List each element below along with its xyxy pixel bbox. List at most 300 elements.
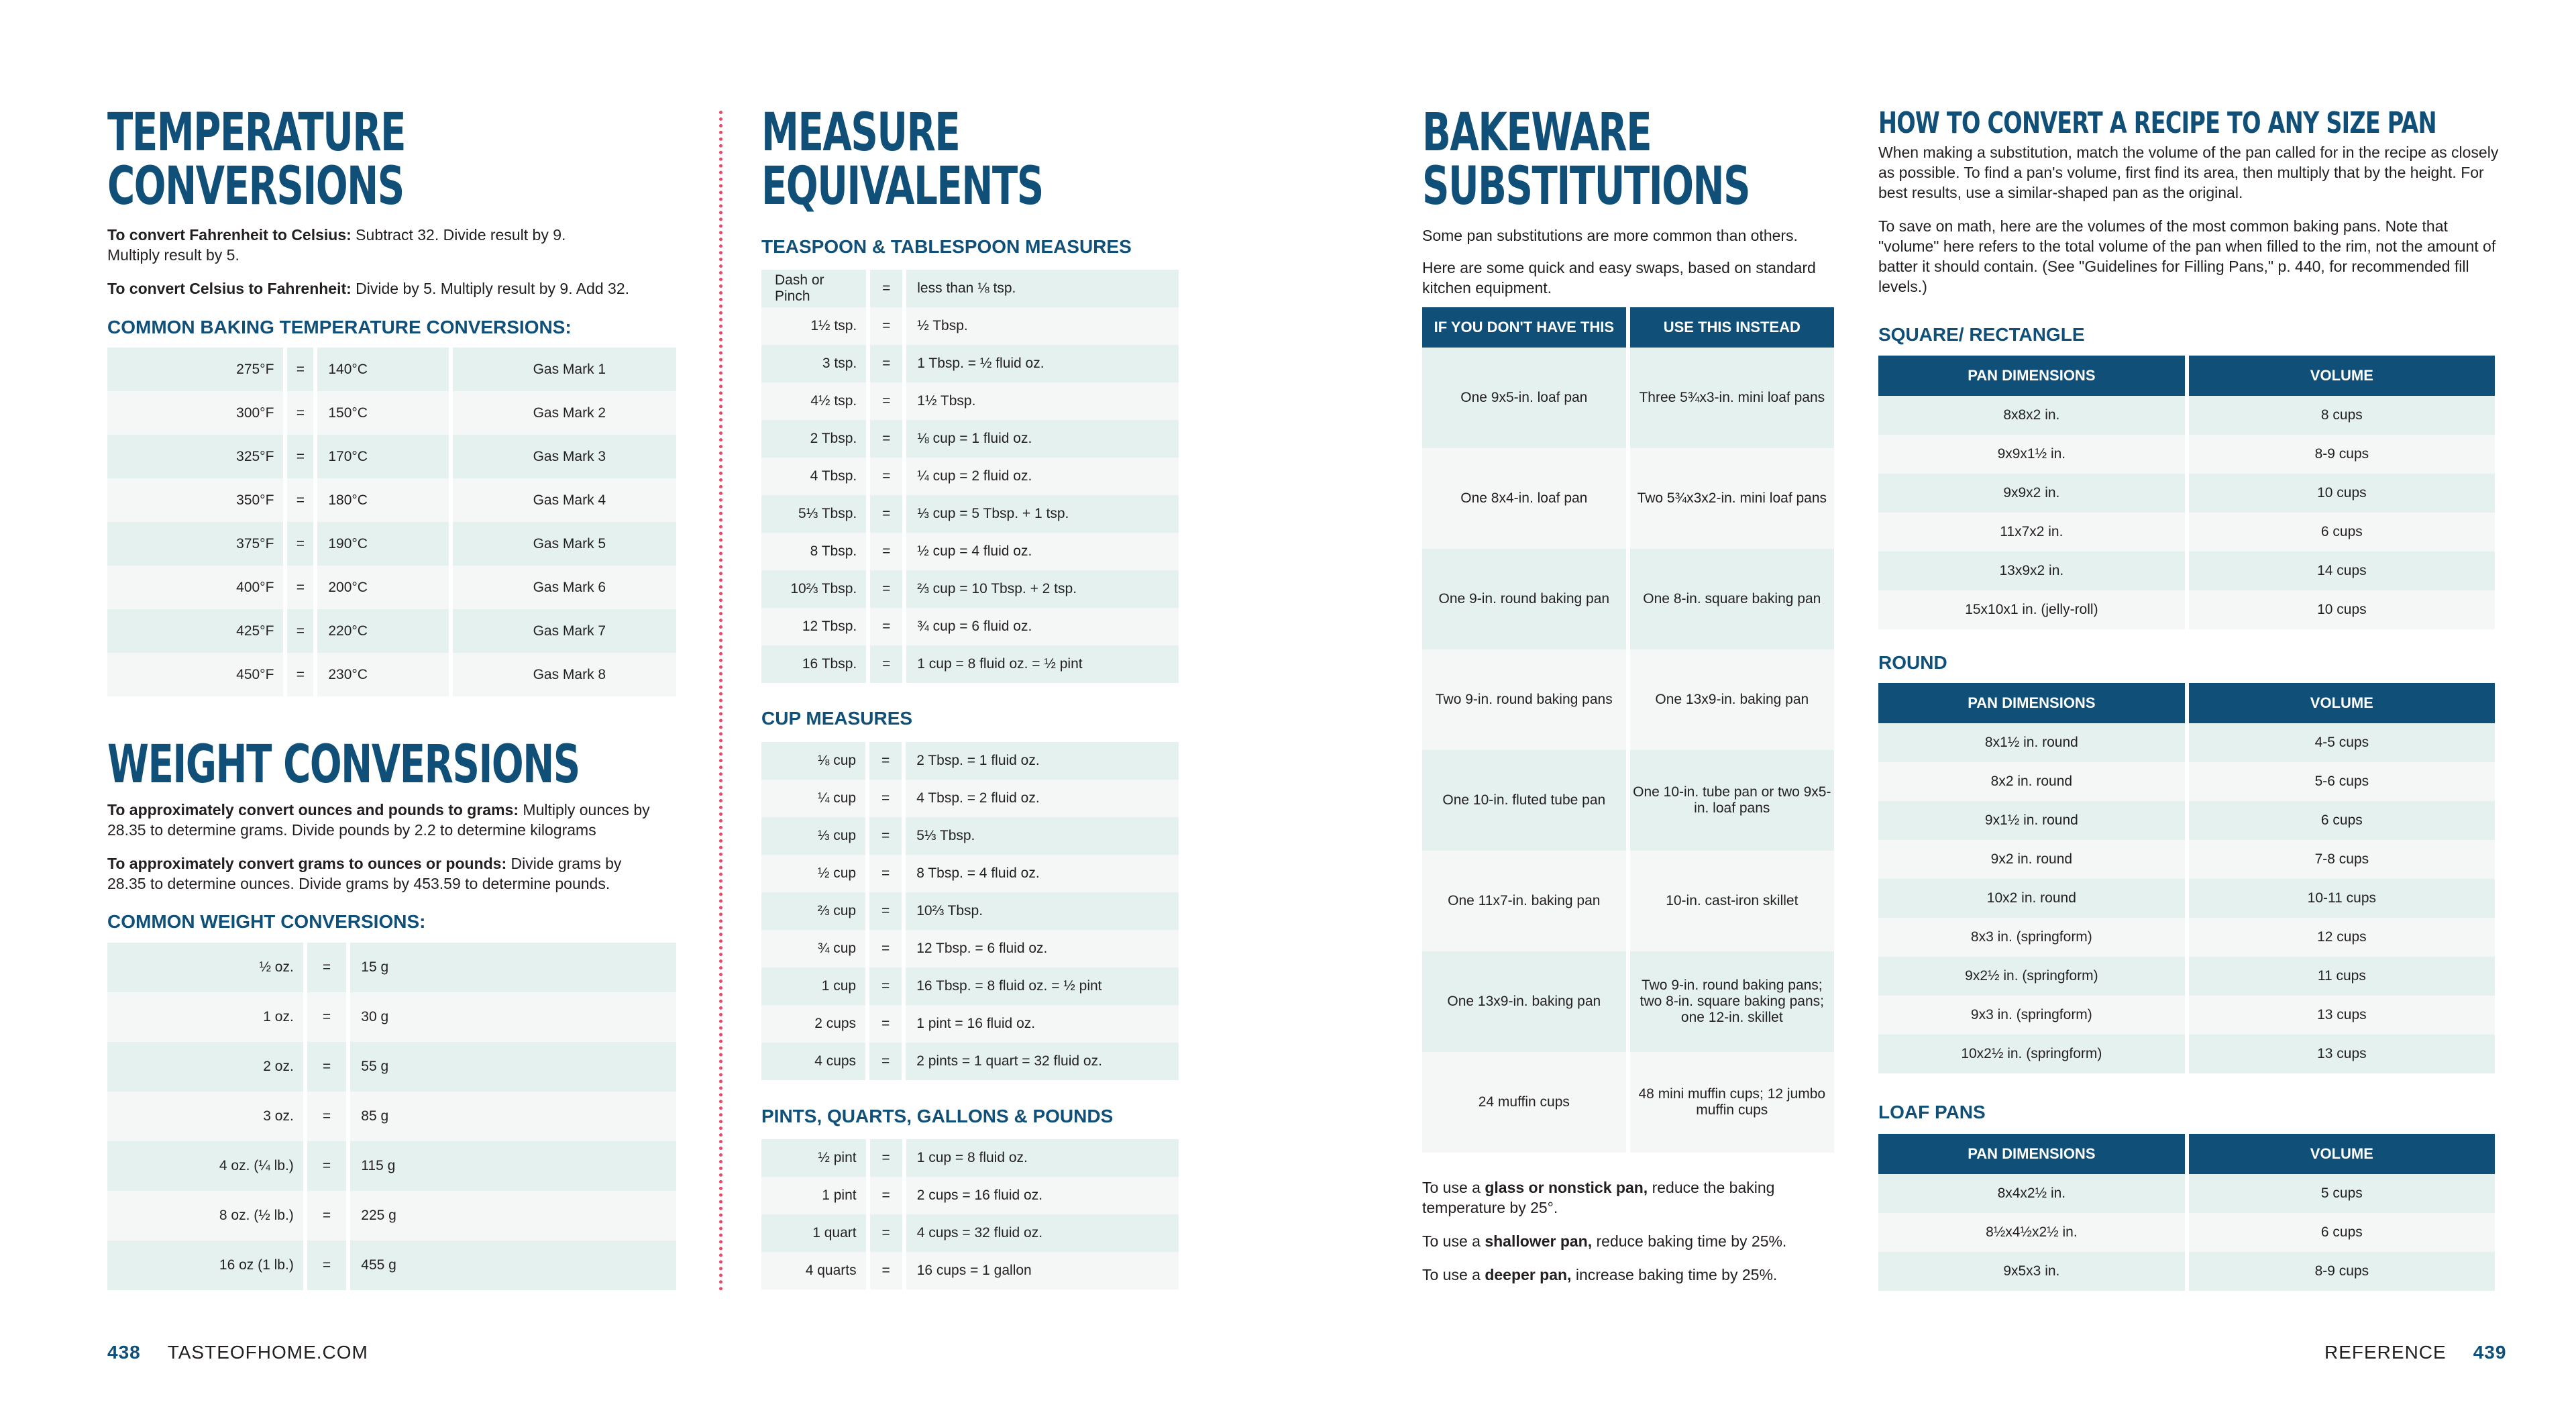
equals-cell: =: [307, 992, 346, 1042]
fahrenheit-cell: 375°F: [107, 522, 283, 566]
have-cell: One 10-in. fluted tube pan: [1422, 750, 1626, 851]
f-to-c-text: Subtract 32. Divide result by 9. Multiply result by 5.: [107, 226, 566, 264]
equivalent-cell: 5⅓ Tbsp.: [906, 817, 1179, 855]
c-to-f-label: To convert Celsius to Fahrenheit:: [107, 280, 352, 297]
equivalent-cell: 1½ Tbsp.: [906, 382, 1179, 420]
right-footer: [2324, 1342, 2506, 1363]
pint-heading: PINTS, QUARTS, GALLONS & POUNDS: [761, 1106, 1114, 1126]
loaf-col-vol: VOLUME: [2189, 1134, 2495, 1174]
equals-cell: =: [870, 645, 902, 683]
table-row: [761, 780, 1179, 817]
gas-mark-cell: Gas Mark 4: [453, 478, 676, 522]
table-row: [761, 855, 1179, 892]
oz-to-g-label: To approximately convert ounces and pounds to grams:: [107, 801, 519, 819]
equals-cell: =: [870, 1177, 902, 1214]
equivalent-cell: ¾ cup = 6 fluid oz.: [906, 608, 1179, 645]
pan-dimension-cell: 10x2 in. round: [1878, 879, 2185, 918]
gas-mark-cell: Gas Mark 6: [453, 566, 676, 609]
volume-cell: 8-9 cups: [2189, 1252, 2495, 1291]
celsius-cell: 180°C: [317, 478, 448, 522]
table-row: [761, 495, 1179, 533]
c-to-f-text: Divide by 5. Multiply result by 9. Add 32.: [351, 280, 629, 297]
pan-dimension-cell: 9x9x2 in.: [1878, 474, 2185, 513]
fahrenheit-cell: 300°F: [107, 391, 283, 435]
tip-deeper: [1422, 1265, 1838, 1285]
equals-cell: =: [307, 1241, 346, 1290]
table-row: [1878, 1213, 2495, 1252]
temperature-table-heading: COMMON BAKING TEMPERATURE CONVERSIONS:: [107, 317, 572, 337]
volume-cell: 11 cups: [2189, 957, 2495, 996]
pan-dimension-cell: 9x5x3 in.: [1878, 1252, 2185, 1291]
equivalent-cell: ½ Tbsp.: [906, 307, 1179, 345]
round-col-dim: PAN DIMENSIONS: [1878, 683, 2185, 723]
table-row: [761, 1214, 1179, 1252]
equivalent-cell: 1 pint = 16 fluid oz.: [906, 1005, 1179, 1043]
table-row: [107, 653, 676, 696]
equals-cell: =: [870, 1139, 902, 1177]
measure-cell: 4 Tbsp.: [761, 458, 866, 495]
pan-dimension-cell: 13x9x2 in.: [1878, 551, 2185, 590]
table-row: [761, 930, 1179, 967]
loaf-col-dim: PAN DIMENSIONS: [1878, 1134, 2185, 1174]
f-to-c-label: To convert Fahrenheit to Celsius:: [107, 226, 352, 244]
equals-cell: =: [287, 348, 313, 391]
table-row: [107, 1092, 676, 1141]
table-row: [107, 435, 676, 478]
table-row: [1878, 590, 2495, 629]
right-page-number: 439: [2473, 1342, 2507, 1363]
measure-cell: 5⅓ Tbsp.: [761, 495, 866, 533]
table-row: [761, 1252, 1179, 1289]
equivalent-cell: 1 cup = 8 fluid oz.: [906, 1139, 1179, 1177]
pint-table: [757, 1139, 1183, 1289]
gas-mark-cell: Gas Mark 3: [453, 435, 676, 478]
table-row: [107, 1191, 676, 1241]
equals-cell: =: [869, 817, 902, 855]
gas-mark-cell: Gas Mark 5: [453, 522, 676, 566]
fahrenheit-cell: 350°F: [107, 478, 283, 522]
tip-shallow-post: reduce baking time by 25%.: [1592, 1232, 1787, 1250]
volume-cell: 6 cups: [2189, 1213, 2495, 1252]
equivalent-cell: 4 cups = 32 fluid oz.: [906, 1214, 1179, 1252]
measure-cell: ⅓ cup: [761, 817, 865, 855]
measure-cell: 2 cups: [761, 1005, 865, 1043]
equals-cell: =: [287, 609, 313, 653]
equivalent-cell: 10⅔ Tbsp.: [906, 892, 1179, 930]
use-instead-cell: One 8-in. square baking pan: [1630, 549, 1834, 649]
convert-para-1: When making a substitution, match the volume of the pan called for in the recipe as closely as possible. To find a pan's volume, first find its area, then multiply that by the height. For best results, use a similar-shaped pan as the original.: [1878, 144, 2499, 201]
table-row: [107, 992, 676, 1042]
temperature-title-line1: TEMPERATURE: [107, 103, 406, 163]
loaf-table: [1874, 1134, 2499, 1291]
have-cell: One 8x4-in. loaf pan: [1422, 448, 1626, 549]
site-name: TASTEOFHOME.COM: [167, 1342, 368, 1363]
volume-cell: 8-9 cups: [2189, 435, 2495, 474]
equals-cell: =: [870, 420, 902, 458]
measure-cell: 4½ tsp.: [761, 382, 866, 420]
volume-cell: 13 cups: [2189, 996, 2495, 1035]
table-row: [761, 1177, 1179, 1214]
table-row: [107, 1241, 676, 1290]
table-row: [1422, 1052, 1834, 1153]
table-row: [1878, 513, 2495, 551]
table-row: [761, 382, 1179, 420]
fahrenheit-cell: 275°F: [107, 348, 283, 391]
volume-cell: 4-5 cups: [2189, 723, 2495, 762]
weight-title: WEIGHT CONVERSIONS: [107, 735, 580, 795]
ounce-cell: 4 oz. (¼ lb.): [107, 1141, 303, 1191]
tip-deeper-bold: deeper pan,: [1485, 1266, 1572, 1283]
equivalent-cell: 12 Tbsp. = 6 fluid oz.: [906, 930, 1179, 967]
equals-cell: =: [287, 391, 313, 435]
table-row: [107, 478, 676, 522]
col-have-header: IF YOU DON'T HAVE THIS: [1422, 307, 1626, 348]
celsius-cell: 220°C: [317, 609, 448, 653]
tip-deeper-pre: To use a: [1422, 1266, 1485, 1283]
table-row: [1422, 951, 1834, 1052]
table-row: [761, 458, 1179, 495]
measure-cell: 2 Tbsp.: [761, 420, 866, 458]
volume-cell: 7-8 cups: [2189, 840, 2495, 879]
equals-cell: =: [307, 943, 346, 992]
gas-mark-cell: Gas Mark 2: [453, 391, 676, 435]
pan-dimension-cell: 8x1½ in. round: [1878, 723, 2185, 762]
equals-cell: =: [307, 1092, 346, 1141]
c-to-f-paragraph: [107, 278, 644, 299]
equals-cell: =: [869, 1005, 902, 1043]
temperature-table: [103, 348, 680, 696]
square-col-dim: PAN DIMENSIONS: [1878, 356, 2185, 396]
gram-cell: 85 g: [350, 1092, 676, 1141]
left-footer: [107, 1342, 368, 1363]
measure-cell: ¼ cup: [761, 780, 865, 817]
equivalent-cell: 4 Tbsp. = 2 fluid oz.: [906, 780, 1179, 817]
equivalent-cell: 8 Tbsp. = 4 fluid oz.: [906, 855, 1179, 892]
measure-cell: 8 Tbsp.: [761, 533, 866, 570]
measure-cell: 1 pint: [761, 1177, 866, 1214]
round-table: [1874, 683, 2499, 1073]
table-row: [761, 570, 1179, 608]
ounce-cell: 3 oz.: [107, 1092, 303, 1141]
tip-deeper-post: increase baking time by 25%.: [1571, 1266, 1778, 1283]
section-name: REFERENCE: [2324, 1342, 2447, 1363]
cup-table: [757, 742, 1183, 1080]
round-col-vol: VOLUME: [2189, 683, 2495, 723]
oz-to-g-paragraph: [107, 800, 657, 840]
equivalent-cell: ¼ cup = 2 fluid oz.: [906, 458, 1179, 495]
table-row: [107, 609, 676, 653]
bakeware-intro-2: Here are some quick and easy swaps, based on standard kitchen equipment.: [1422, 259, 1816, 297]
tip-glass: [1422, 1177, 1838, 1218]
fahrenheit-cell: 425°F: [107, 609, 283, 653]
table-row: [1878, 396, 2495, 435]
use-instead-cell: One 13x9-in. baking pan: [1630, 649, 1834, 750]
equals-cell: =: [870, 1252, 902, 1289]
bakeware-intro-1: Some pan substitutions are more common than others.: [1422, 227, 1798, 244]
use-instead-cell: 48 mini muffin cups; 12 jumbo muffin cups: [1630, 1052, 1834, 1153]
weight-table: [103, 943, 680, 1290]
equals-cell: =: [869, 1043, 902, 1080]
use-instead-cell: One 10-in. tube pan or two 9x5-in. loaf pans: [1630, 750, 1834, 851]
celsius-cell: 230°C: [317, 653, 448, 696]
use-instead-cell: Two 5¾x3x2-in. mini loaf pans: [1630, 448, 1834, 549]
g-to-oz-paragraph: [107, 853, 657, 894]
pan-dimension-cell: 8½x4½x2½ in.: [1878, 1213, 2185, 1252]
celsius-cell: 170°C: [317, 435, 448, 478]
volume-cell: 6 cups: [2189, 513, 2495, 551]
equals-cell: =: [870, 533, 902, 570]
equivalent-cell: 2 cups = 16 fluid oz.: [906, 1177, 1179, 1214]
celsius-cell: 190°C: [317, 522, 448, 566]
equals-cell: =: [870, 307, 902, 345]
table-row: [1878, 840, 2495, 879]
gas-mark-cell: Gas Mark 1: [453, 348, 676, 391]
square-table: [1874, 356, 2499, 629]
table-row: [1878, 762, 2495, 801]
table-row: [1422, 649, 1834, 750]
equals-cell: =: [869, 855, 902, 892]
gas-mark-cell: Gas Mark 8: [453, 653, 676, 696]
equivalent-cell: 16 cups = 1 gallon: [906, 1252, 1179, 1289]
volume-cell: 10 cups: [2189, 474, 2495, 513]
temperature-title-line2: CONVERSIONS: [107, 156, 404, 217]
table-row: [1878, 723, 2495, 762]
gram-cell: 55 g: [350, 1042, 676, 1092]
ounce-cell: ½ oz.: [107, 943, 303, 992]
table-row: [761, 533, 1179, 570]
have-cell: One 13x9-in. baking pan: [1422, 951, 1626, 1052]
equivalent-cell: 16 Tbsp. = 8 fluid oz. = ½ pint: [906, 967, 1179, 1005]
equivalent-cell: ⅓ cup = 5 Tbsp. + 1 tsp.: [906, 495, 1179, 533]
measure-cell: ½ pint: [761, 1139, 866, 1177]
equals-cell: =: [287, 653, 313, 696]
measure-cell: 1½ tsp.: [761, 307, 866, 345]
celsius-cell: 200°C: [317, 566, 448, 609]
fahrenheit-cell: 400°F: [107, 566, 283, 609]
measure-cell: ⅔ cup: [761, 892, 865, 930]
table-row: [1878, 1252, 2495, 1291]
table-row: [761, 307, 1179, 345]
table-row: [107, 943, 676, 992]
weight-table-heading: COMMON WEIGHT CONVERSIONS:: [107, 911, 426, 932]
tip-glass-post: reduce the baking temperature by 25°.: [1422, 1179, 1775, 1216]
bakeware-title-line1: BAKEWARE: [1422, 103, 1652, 163]
gram-cell: 15 g: [350, 943, 676, 992]
volume-cell: 5-6 cups: [2189, 762, 2495, 801]
pan-dimension-cell: 9x9x1½ in.: [1878, 435, 2185, 474]
g-to-oz-text: Divide grams by 28.35 to determine ounces. Divide grams by 453.59 to determine pounds.: [107, 855, 622, 892]
equivalent-cell: less than ⅛ tsp.: [906, 270, 1179, 307]
table-row: [761, 1043, 1179, 1080]
convert-title: HOW TO CONVERT A RECIPE TO ANY SIZE PAN: [1878, 106, 2436, 140]
tip-shallow: [1422, 1231, 1838, 1251]
equals-cell: =: [870, 382, 902, 420]
measure-cell: ¾ cup: [761, 930, 865, 967]
round-heading: ROUND: [1878, 652, 1947, 673]
measure-cell: 1 cup: [761, 967, 865, 1005]
measure-cell: 12 Tbsp.: [761, 608, 866, 645]
measure-cell: 3 tsp.: [761, 345, 866, 382]
use-instead-cell: 10-in. cast-iron skillet: [1630, 851, 1834, 951]
equals-cell: =: [870, 345, 902, 382]
table-row: [761, 645, 1179, 683]
table-row: [761, 270, 1179, 307]
fahrenheit-cell: 325°F: [107, 435, 283, 478]
pan-dimension-cell: 9x3 in. (springform): [1878, 996, 2185, 1035]
tip-shallow-bold: shallower pan,: [1485, 1232, 1593, 1250]
table-row: [107, 566, 676, 609]
table-row: [1878, 1174, 2495, 1213]
measure-cell: 1 quart: [761, 1214, 866, 1252]
measure-cell: 4 cups: [761, 1043, 865, 1080]
table-row: [1422, 549, 1834, 649]
volume-cell: 12 cups: [2189, 918, 2495, 957]
measure-cell: Dash or Pinch: [761, 270, 866, 307]
equivalent-cell: 1 Tbsp. = ½ fluid oz.: [906, 345, 1179, 382]
column-divider: [719, 111, 722, 1291]
oz-to-g-text: Multiply ounces by 28.35 to determine grams. Divide pounds by 2.2 to determine kilograms: [107, 801, 650, 839]
table-row: [107, 348, 676, 391]
volume-cell: 13 cups: [2189, 1035, 2495, 1073]
pan-dimension-cell: 10x2½ in. (springform): [1878, 1035, 2185, 1073]
celsius-cell: 140°C: [317, 348, 448, 391]
pan-dimension-cell: 9x2 in. round: [1878, 840, 2185, 879]
table-row: [761, 967, 1179, 1005]
equals-cell: =: [870, 608, 902, 645]
equals-cell: =: [869, 930, 902, 967]
measure-cell: 4 quarts: [761, 1252, 866, 1289]
equals-cell: =: [869, 780, 902, 817]
table-row: [1878, 474, 2495, 513]
table-row: [1878, 801, 2495, 840]
equals-cell: =: [870, 458, 902, 495]
gram-cell: 455 g: [350, 1241, 676, 1290]
volume-cell: 5 cups: [2189, 1174, 2495, 1213]
loaf-heading: LOAF PANS: [1878, 1102, 1986, 1122]
table-row: [1878, 1035, 2495, 1073]
equals-cell: =: [307, 1141, 346, 1191]
g-to-oz-label: To approximately convert grams to ounces or pounds:: [107, 855, 507, 872]
ounce-cell: 8 oz. (½ lb.): [107, 1191, 303, 1241]
gram-cell: 225 g: [350, 1191, 676, 1241]
pan-dimension-cell: 9x1½ in. round: [1878, 801, 2185, 840]
gram-cell: 115 g: [350, 1141, 676, 1191]
table-row: [761, 1005, 1179, 1043]
tsp-table: [757, 270, 1183, 683]
measure-cell: 16 Tbsp.: [761, 645, 866, 683]
table-row: [761, 608, 1179, 645]
celsius-cell: 150°C: [317, 391, 448, 435]
pan-dimension-cell: 8x2 in. round: [1878, 762, 2185, 801]
volume-cell: 10-11 cups: [2189, 879, 2495, 918]
gram-cell: 30 g: [350, 992, 676, 1042]
pan-dimension-cell: 8x3 in. (springform): [1878, 918, 2185, 957]
table-row: [1422, 448, 1834, 549]
equals-cell: =: [287, 566, 313, 609]
ounce-cell: 2 oz.: [107, 1042, 303, 1092]
equals-cell: =: [307, 1191, 346, 1241]
have-cell: One 9-in. round baking pan: [1422, 549, 1626, 649]
equivalent-cell: 1 cup = 8 fluid oz. = ½ pint: [906, 645, 1179, 683]
volume-cell: 10 cups: [2189, 590, 2495, 629]
pan-dimension-cell: 8x4x2½ in.: [1878, 1174, 2185, 1213]
measure-cell: ½ cup: [761, 855, 865, 892]
have-cell: One 9x5-in. loaf pan: [1422, 348, 1626, 448]
square-col-vol: VOLUME: [2189, 356, 2495, 396]
measure-title-line2: EQUIVALENTS: [761, 156, 1043, 217]
equals-cell: =: [869, 892, 902, 930]
fahrenheit-cell: 450°F: [107, 653, 283, 696]
left-page-number: 438: [107, 1342, 141, 1363]
table-row: [1878, 996, 2495, 1035]
table-row: [1422, 348, 1834, 448]
bakeware-title-line2: SUBSTITUTIONS: [1422, 156, 1750, 217]
table-row: [1878, 957, 2495, 996]
measure-title-line1: MEASURE: [761, 103, 960, 163]
equals-cell: =: [870, 1214, 902, 1252]
equals-cell: =: [287, 522, 313, 566]
equals-cell: =: [870, 570, 902, 608]
equivalent-cell: ⅛ cup = 1 fluid oz.: [906, 420, 1179, 458]
equals-cell: =: [287, 478, 313, 522]
col-use-header: USE THIS INSTEAD: [1630, 307, 1834, 348]
table-row: [1878, 551, 2495, 590]
equivalent-cell: ½ cup = 4 fluid oz.: [906, 533, 1179, 570]
equals-cell: =: [870, 495, 902, 533]
cup-heading: CUP MEASURES: [761, 708, 913, 729]
volume-cell: 14 cups: [2189, 551, 2495, 590]
equivalent-cell: ⅔ cup = 10 Tbsp. + 2 tsp.: [906, 570, 1179, 608]
use-instead-cell: Three 5¾x3-in. mini loaf pans: [1630, 348, 1834, 448]
table-row: [761, 892, 1179, 930]
table-row: [1878, 918, 2495, 957]
table-row: [1878, 879, 2495, 918]
equals-cell: =: [869, 967, 902, 1005]
tip-glass-bold: glass or nonstick pan,: [1485, 1179, 1648, 1196]
table-row: [761, 345, 1179, 382]
measure-cell: 10⅔ Tbsp.: [761, 570, 866, 608]
table-row: [761, 742, 1179, 780]
equivalent-cell: 2 pints = 1 quart = 32 fluid oz.: [906, 1043, 1179, 1080]
have-cell: 24 muffin cups: [1422, 1052, 1626, 1153]
table-row: [1422, 851, 1834, 951]
ounce-cell: 1 oz.: [107, 992, 303, 1042]
table-row: [761, 420, 1179, 458]
equivalent-cell: 2 Tbsp. = 1 fluid oz.: [906, 742, 1179, 780]
table-row: [107, 1141, 676, 1191]
f-to-c-paragraph: [107, 225, 617, 265]
pan-dimension-cell: 8x8x2 in.: [1878, 396, 2185, 435]
tip-shallow-pre: To use a: [1422, 1232, 1485, 1250]
table-row: [1422, 750, 1834, 851]
tsp-heading: TEASPOON & TABLESPOON MEASURES: [761, 236, 1132, 257]
gas-mark-cell: Gas Mark 7: [453, 609, 676, 653]
table-row: [1878, 435, 2495, 474]
square-heading: SQUARE/ RECTANGLE: [1878, 324, 2085, 345]
volume-cell: 8 cups: [2189, 396, 2495, 435]
use-instead-cell: Two 9-in. round baking pans; two 8-in. square baking pans; one 12-in. skillet: [1630, 951, 1834, 1052]
tip-glass-pre: To use a: [1422, 1179, 1485, 1196]
table-row: [761, 817, 1179, 855]
pan-dimension-cell: 15x10x1 in. (jelly-roll): [1878, 590, 2185, 629]
have-cell: One 11x7-in. baking pan: [1422, 851, 1626, 951]
equals-cell: =: [287, 435, 313, 478]
table-row: [107, 391, 676, 435]
table-row: [107, 522, 676, 566]
pan-dimension-cell: 11x7x2 in.: [1878, 513, 2185, 551]
ounce-cell: 16 oz (1 lb.): [107, 1241, 303, 1290]
convert-para-2: To save on math, here are the volumes of the most common baking pans. Note that "volume" here refers to the total volume of the pan when filled to the rim, not the amount of batter it should contain. (See "Guidelines for Filling Pans," p. 440, for recommended fill levels.): [1878, 217, 2496, 295]
